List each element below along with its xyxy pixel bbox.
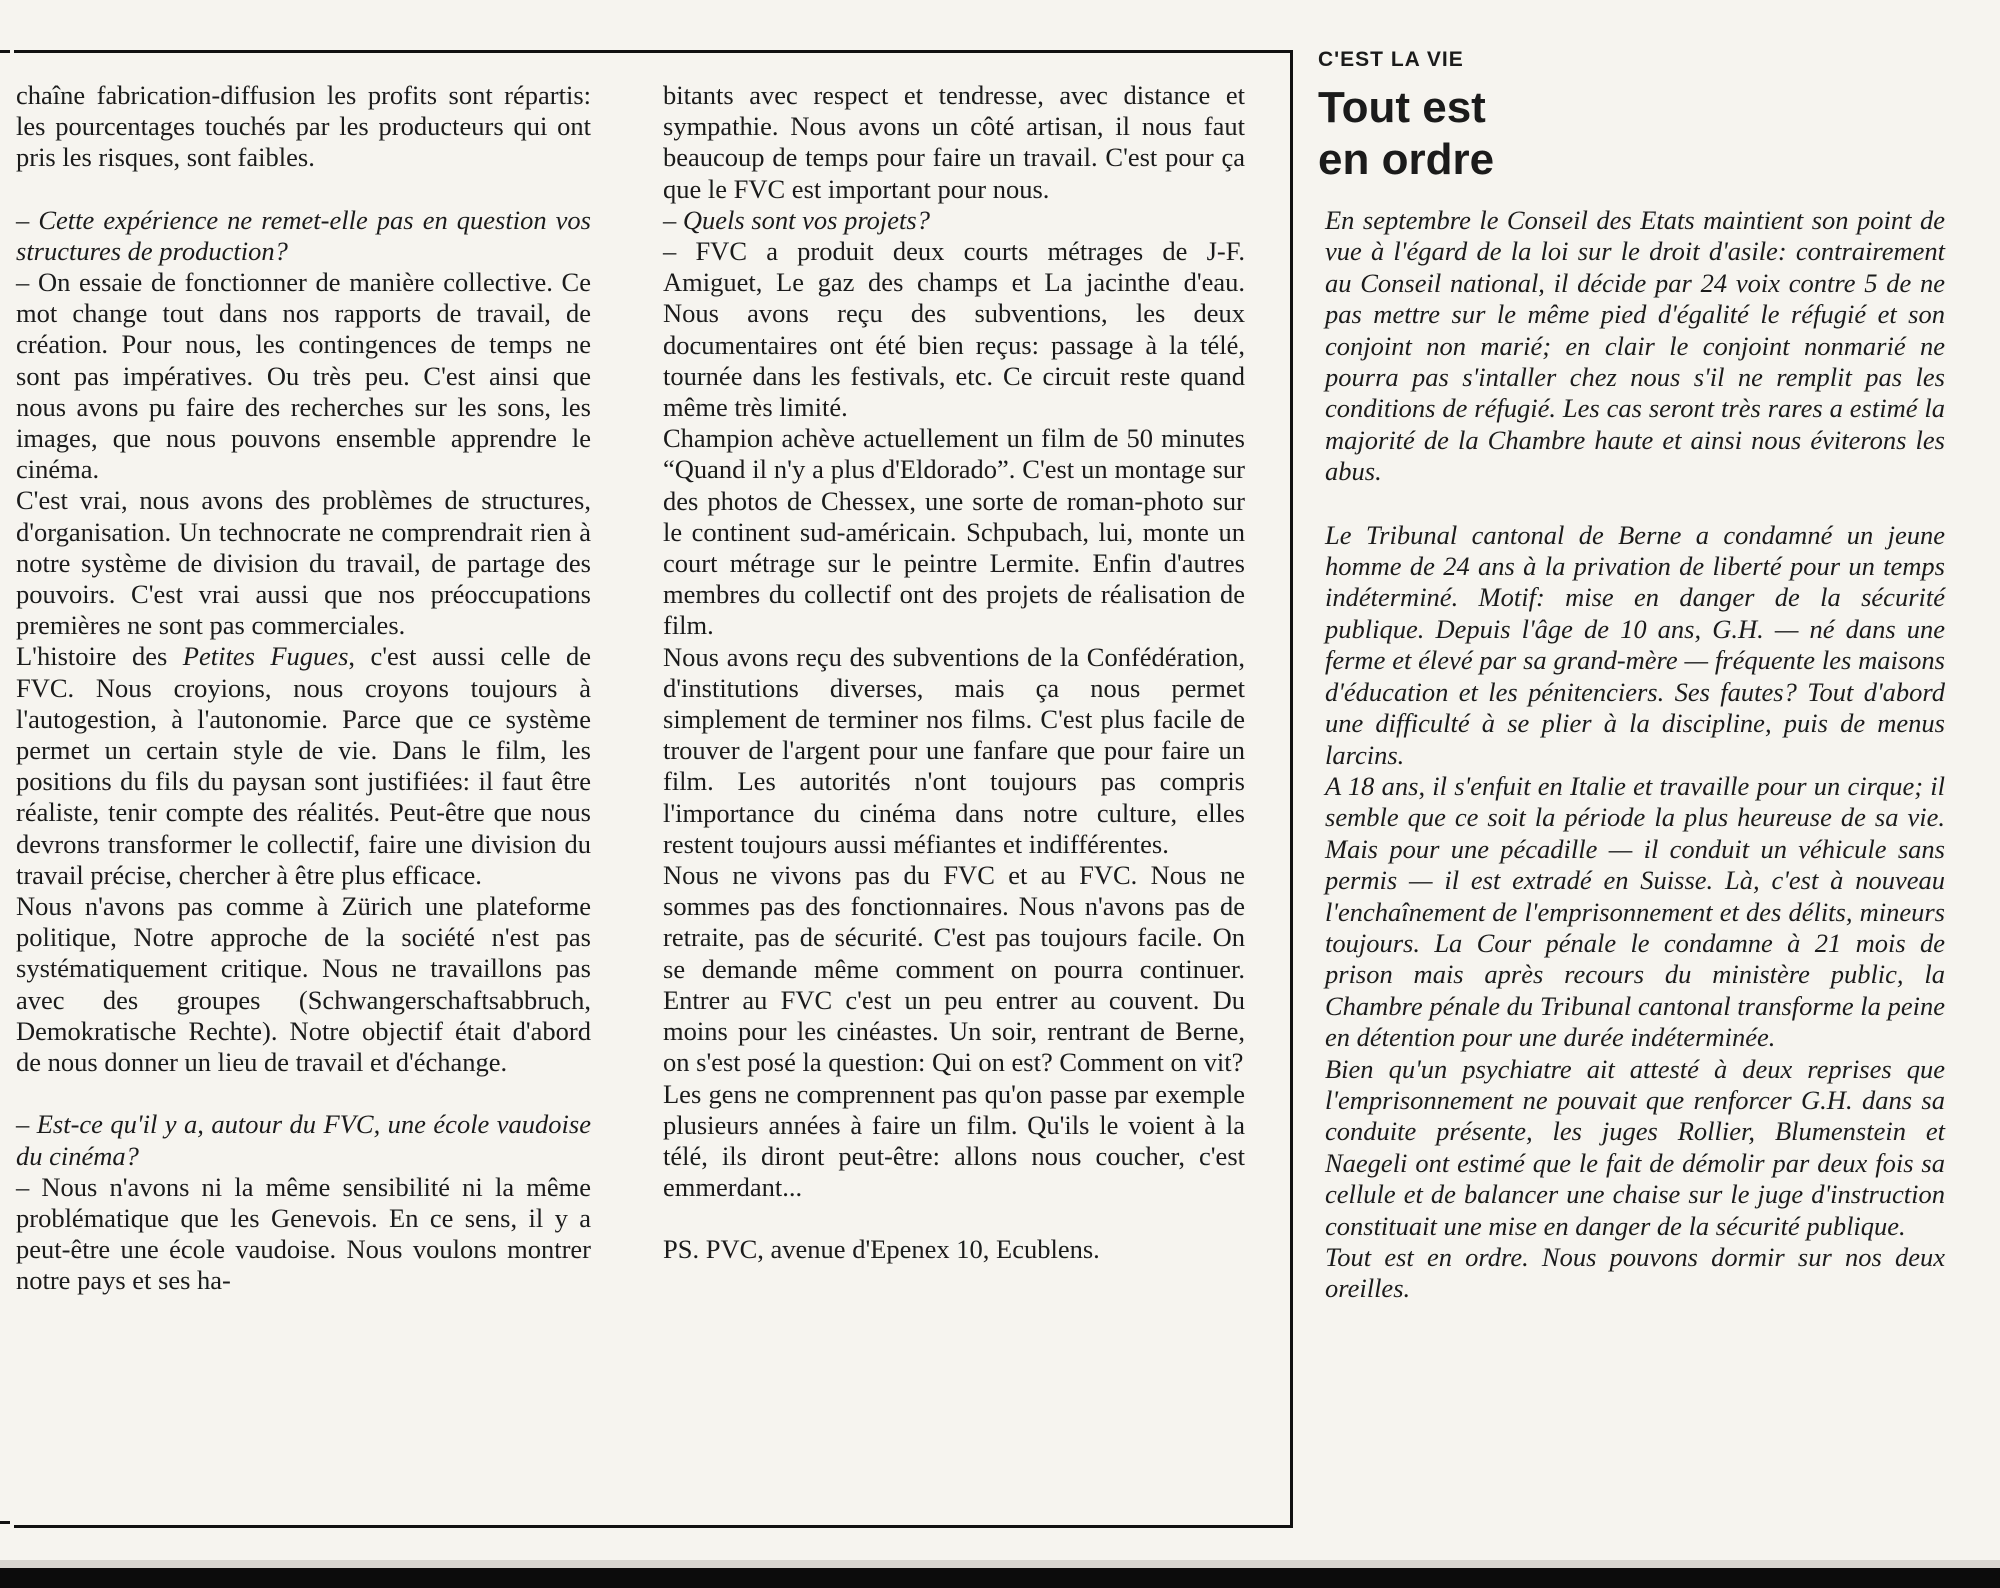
interview-question: – Est-ce qu'il y a, autour du FVC, une école vaudoise du cinéma?: [16, 1109, 591, 1171]
paragraph: Bien qu'un psychiatre ait attesté à deux reprises que l'emprisonnement ne pouvait que renforcer G.H. dans sa conduite présente, les juges Rollier, Blumenstein et Naegeli ont estimé que le fait de démolir par deux fois sa cellule et de balancer une chaise sur le juge d'instruction constituait une mise en danger de la sécurité publique.: [1325, 1053, 1945, 1241]
frame-tick-top: [0, 50, 10, 53]
paragraph: En septembre le Conseil des Etats maintient son point de vue à l'égard de la loi sur le droit d'asile: contrairement au Conseil national, il décide par 24 voix contre 5 de ne pas mettre sur le même pied d'égalité le réfugié et son conjoint non marié; en clair le conjoint nonmarié ne pourra pas s'intaller chez nous s'il ne remplit pas les conditions de réfugié. Les cas seront très rares a estimé la majorité de la Chambre haute et ainsi nous éviterons les abus.: [1325, 205, 1945, 487]
paragraph: Le Tribunal cantonal de Berne a condamné un jeune homme de 24 ans à la privation de liberté pour un temps indéterminé. Motif: mise en danger de la sécurité publique. Depuis l'âge de 10 ans, G.H. — né dans une ferme et élevé par sa grand-mère — fréquente les maisons d'éducation et les pénitenciers. Ses fautes? Tout d'abord une difficulté à se plier à la discipline, puis de menus larcins.: [1325, 519, 1945, 770]
paragraph: – On essaie de fonctionner de manière collective. Ce mot change tout dans nos rapports de travail, de création. Pour nous, les contingences de temps ne sont pas impératives. Ou très peu. C'est ainsi que nous avons pu faire des recherches sur les sons, les images, que nous pouvons ensemble apprendre le cinéma.: [16, 267, 591, 485]
paragraph: bitants avec respect et tendresse, avec distance et sympathie. Nous avons un côté artisan, il nous faut beaucoup de temps pour faire un travail. C'est pour ça que le FVC est important pour nous.: [663, 80, 1245, 204]
paragraph: Nous n'avons pas comme à Zürich une plateforme politique, Notre approche de la société n'est pas systématiquement critique. Nous ne travaillons pas avec des groupes (Schwangerschaftsabbruch, Demokratische Rechte). Notre objectif était d'abord de nous donner un lieu de travail et d'échange.: [16, 891, 591, 1078]
paragraph: Nous ne vivons pas du FVC et au FVC. Nous ne sommes pas des fonctionnaires. Nous n'avons pas de retraite, pas de sécurité. C'est pas toujours facile. On se demande même comment on pourra continuer. Entrer au FVC c'est un peu entrer au couvent. Du moins pour les cinéastes. Un soir, rentrant de Berne, on s'est posé la question: Qui on est? Comment on vit?: [663, 860, 1245, 1078]
paragraph: Tout est en ordre. Nous pouvons dormir sur nos deux oreilles.: [1325, 1242, 1945, 1304]
sidebar-headline: [1318, 82, 1978, 186]
paragraph-text: L'histoire des: [16, 641, 183, 672]
postscript-address: PS. PVC, avenue d'Epenex 10, Ecublens.: [663, 1234, 1100, 1265]
paragraph: chaîne fabrication-diffusion les profits sont répartis: les pourcentages touchés par les producteurs qui ont pris les risques, sont faibles.: [16, 80, 591, 173]
paragraph: – Nous n'avons ni la même sensibilité ni la même problématique que les Genevois. En ce sens, il y a peut-être une école vaudoise. Nous voulons montrer notre pays et ses ha-: [16, 1171, 591, 1296]
interview-question: – Quels sont vos projets?: [663, 204, 930, 235]
interview-question: – Cette expérience ne remet-elle pas en question vos structures de production?: [16, 204, 591, 266]
sidebar-column: [1325, 205, 1945, 1305]
paragraph: [16, 641, 591, 891]
section-kicker: C'EST LA VIE: [1318, 48, 1464, 71]
headline-line: Tout est: [1318, 83, 1486, 132]
paragraph: Champion achève actuellement un film de 50 minutes “Quand il n'y a plus d'Eldorado”. C'est un montage sur des photos de Chessex, une sorte de roman-photo sur le continent sud-américain. Schpubach, lui, monte un court métrage sur le peintre Lermite. Enfin d'autres membres du collectif ont des projets de réalisation de film.: [663, 423, 1245, 641]
article-column-left: [16, 80, 591, 1297]
page-bottom-rule: [0, 1568, 2000, 1588]
article-column-middle: [663, 80, 1245, 1266]
frame-tick-bottom: [0, 1521, 10, 1524]
page-edge-shadow: [0, 1560, 2000, 1568]
paragraph-text: , c'est aussi celle de FVC. Nous croyions, nous croyons toujours à l'autogestion, à l'autonomie. Parce que ce système permet un certain style de vie. Dans le film, les positions du fils du paysan sont justifiées: il faut être réaliste, tenir compte des réalités. Peut-être que nous devrons transformer le collectif, faire une division du travail précise, chercher à être plus efficace.: [16, 641, 591, 890]
film-title: Petites Fugues: [182, 641, 349, 672]
paragraph: A 18 ans, il s'enfuit en Italie et travaille pour un cirque; il semble que ce soit la période la plus heureuse de sa vie. Mais pour une pécadille — il conduit un véhicule sans permis — il est extradé en Suisse. Là, c'est à nouveau l'enchaînement de l'emprisonnement et des délits, mineurs toujours. La Cour pénale le condamne à 21 mois de prison mais après recours du ministère public, la Chambre pénale du Tribunal cantonal transforme la peine en détention pour une durée indéterminée.: [1325, 770, 1945, 1053]
paragraph: Nous avons reçu des subventions de la Confédération, d'institutions diverses, mais ça nous permet simplement de terminer nos films. C'est plus facile de trouver de l'argent pour une fanfare que pour faire un film. Les autorités n'ont toujours pas compris l'importance du cinéma dans notre culture, elles restent toujours aussi méfiantes et indifférentes.: [663, 641, 1245, 859]
paragraph: C'est vrai, nous avons des problèmes de structures, d'organisation. Un technocrate ne comprendrait rien à notre système de division du travail, de partage des pouvoirs. C'est vrai aussi que nos préoccupations premières ne sont pas commerciales.: [16, 485, 591, 641]
headline-line: en ordre: [1318, 135, 1495, 184]
paragraph: – FVC a produit deux courts métrages de J-F. Amiguet, Le gaz des champs et La jacinthe d'eau. Nous avons reçu des subventions, les deux documentaires ont été bien reçus: passage à la télé, tournée dans les festivals, etc. Ce circuit reste quand même très limité.: [663, 236, 1245, 423]
paragraph: Les gens ne comprennent pas qu'on passe par exemple plusieurs années à faire un film. Qu'ils le voient à la télé, ils diront peut-être: allons nous coucher, c'est emmerdant...: [663, 1078, 1245, 1203]
